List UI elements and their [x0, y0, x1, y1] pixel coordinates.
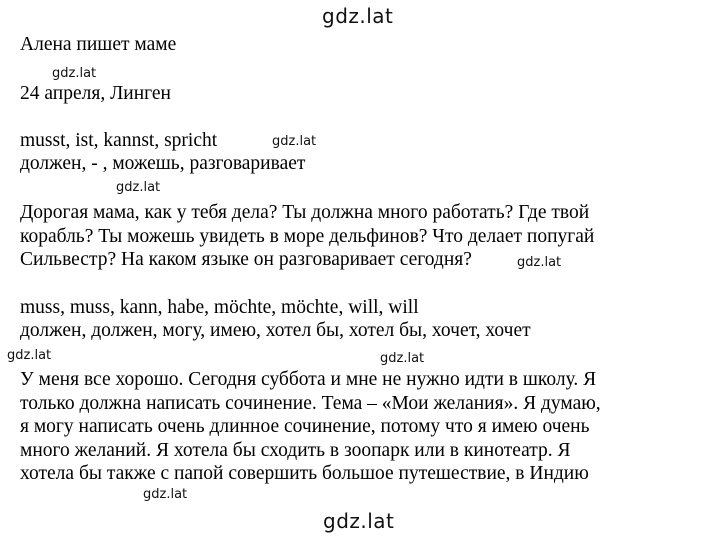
paragraph-2-line: только должна написать сочинение. Тема – «Мои желания». Я думаю, [20, 393, 601, 414]
german-verbs-line-2: muss, muss, kann, habe, möchte, möchte, will, will [20, 297, 419, 318]
paragraph-2-line: хотела бы также с папой совершить большое путешествие, в Индию [20, 463, 589, 484]
watermark: gdz.lat [7, 348, 52, 363]
paragraph-2-line: я могу написать очень длинное сочинение, потому что я имею очень [20, 416, 590, 437]
german-verbs-line-1: musst, ist, kannst, spricht [20, 130, 218, 151]
paragraph-1-line: корабль? Ты можешь увидеть в море дельфинов? Что делает попугай [20, 226, 595, 247]
watermark: gdz.lat [143, 487, 188, 502]
watermark: gdz.lat [517, 255, 562, 270]
paragraph-1-line: Дорогая мама, как у тебя дела? Ты должна много работать? Где твой [20, 202, 590, 223]
paragraph-1-line: Сильвестр? На каком языке он разговаривает сегодня? [20, 249, 472, 270]
watermark: gdz.lat [116, 180, 161, 195]
date-line: 24 апреля, Линген [20, 83, 171, 104]
paragraph-2-line: У меня все хорошо. Сегодня суббота и мне не нужно идти в школу. Я [20, 369, 597, 390]
document-title: Алена пишет маме [20, 34, 177, 55]
watermark: gdz.lat [52, 66, 97, 81]
watermark-bottom: gdz.lat [323, 509, 395, 533]
watermark-top: gdz.lat [322, 4, 394, 28]
watermark: gdz.lat [380, 351, 425, 366]
russian-translation-line-2: должен, должен, могу, имею, хотел бы, хотел бы, хочет, хочет [20, 320, 531, 341]
watermark: gdz.lat [272, 134, 317, 149]
paragraph-2-line: много желаний. Я хотела бы сходить в зоопарк или в кинотеатр. Я [20, 440, 571, 461]
russian-translation-line-1: должен, - , можешь, разговаривает [20, 153, 306, 174]
